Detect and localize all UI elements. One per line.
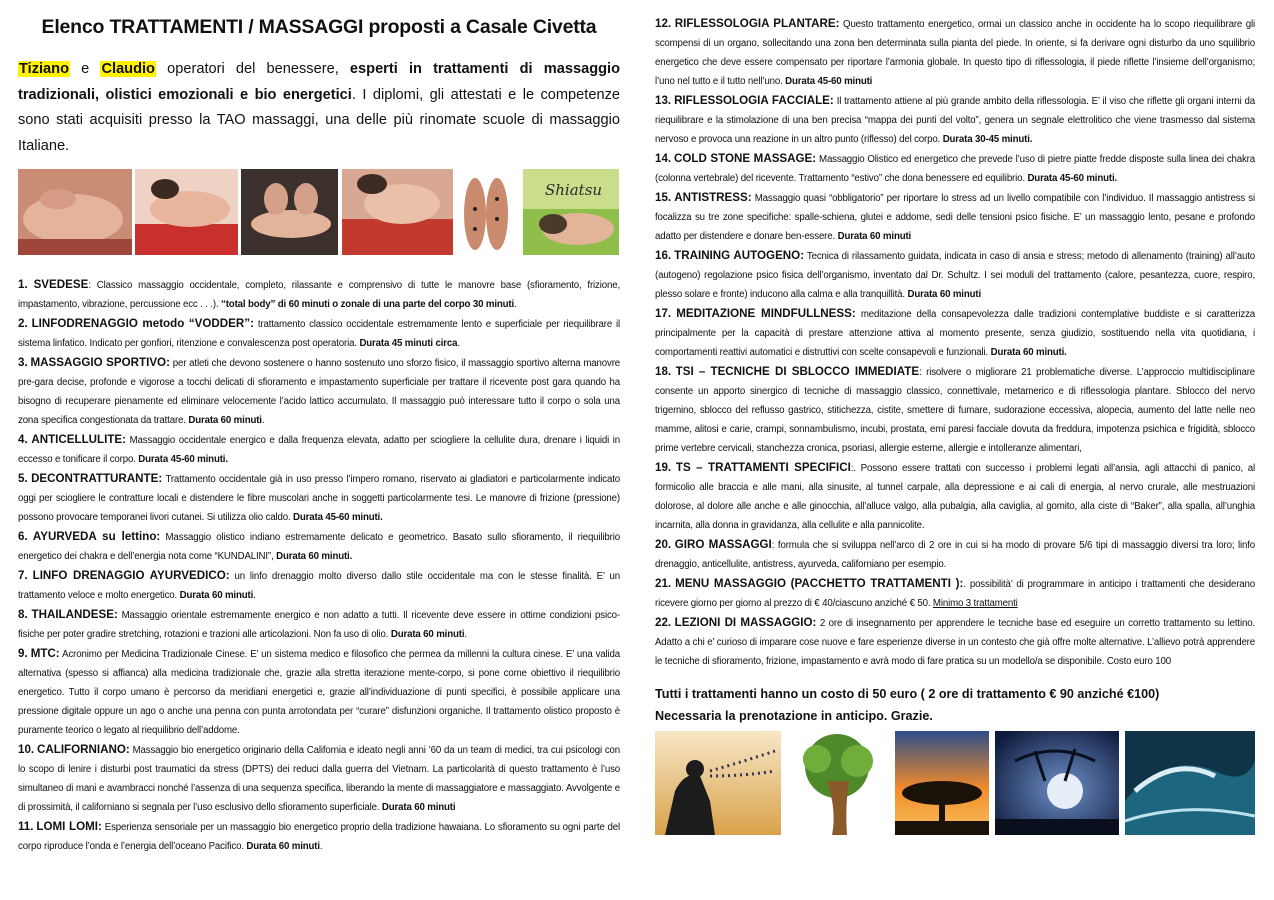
treatment-duration: Durata 60 minuti. <box>990 347 1067 358</box>
tree-woman-photo <box>787 731 887 835</box>
treatment-tail: . <box>253 590 256 601</box>
treatment-tail: . <box>261 415 265 426</box>
treatment-description: trattamento classico occidentale estremamente lento e superficiale per riequilibrare il sistema linfatico. Indicato per gonfiori, ritenzione e convalescenza post operatoria. <box>18 319 620 349</box>
treatment-description: Esperienza sensoriale per un massaggio bio energetico proprio della tradizione hawaiana. Lo sfioramento su ogni parte del corpo riproduce l’onda e l’energia dell’oceano Pacifico. <box>18 822 621 852</box>
treatment-item <box>18 275 620 314</box>
hand-massage-photo <box>241 169 338 255</box>
treatment-duration: Durata 45-60 minuti <box>785 76 873 87</box>
treatment-duration: Durata 60 minuti <box>246 841 320 852</box>
treatment-item <box>655 535 1255 574</box>
shiatsu-logo-text: Shiatsu <box>545 181 603 199</box>
treatment-name: THAILANDESE: <box>31 608 118 621</box>
treatment-item <box>655 304 1255 362</box>
treatment-name: TSI – TECNICHE DI SBLOCCO IMMEDIATE <box>675 365 920 378</box>
treatment-number: 7. <box>18 569 28 582</box>
treatment-description: Massaggio olistico indiano estremamente delicato e geometrico. Basato sullo sfioramento, il riequilibrio energetico dei chakra e dell’energia nota come “KUNDALINI”, <box>18 532 620 562</box>
treatment-item <box>18 314 620 353</box>
treatment-number: 1. <box>18 278 28 291</box>
treatment-duration: Durata 60 minuti <box>188 415 262 426</box>
treatment-number: 16. <box>655 249 672 262</box>
intro-paragraph: Tiziano e Claudio operatori del benessere, esperti in trattamenti di massaggio tradizionali, olistici emozionali e bio energetici. I diplomi, gli attestati e le competenze sono stati acquisiti presso la TAO massaggi, una delle più rinomate scuole di massaggio Italiane. <box>18 61 621 154</box>
treatment-item <box>655 149 1255 188</box>
treatment-name: MENU MASSAGGIO (PACCHETTO TRATTAMENTI ): <box>675 577 964 590</box>
treatment-duration: Durata 45-60 minuti. <box>293 512 383 523</box>
treatment-tail: . <box>457 338 460 349</box>
treatment-number: 21. <box>655 577 672 590</box>
treatment-number: 3. <box>18 356 28 369</box>
treatment-description: . possibilità’ di programmare in anticipo i trattamenti che desiderano ricevere giorno per giorno al prezzo di € 40/ciascuno anziché € 50. <box>655 579 1255 609</box>
sunset-tree-photo <box>895 731 989 835</box>
treatment-number: 13. <box>655 94 672 107</box>
treatment-description: un linfo drenaggio molto diverso dallo stile occidentale ma con le stesse finalità. E’ un trattamento veloce e molto energetico. <box>18 571 620 601</box>
treatment-description: : risolvere o migliorare 21 problematiche diverse. L’approccio multidisciplinare consente un apporto sinergico di tecniche di massaggio classico, connettivale, metamerico e di riflessologia plantare. Sblocco del nervo trigemino, sblocco del reflusso gastrico, stitichezza, cistite, smettere di fumare, sudorazione eccessiva, alopecia, aumento del latte nelle neo mamme, alitosi e carie, crampi, sonnambulismo, incubi, prostata, emi paresi facciale dovuta da freddura, impotenza psichica e frigidità, sblocco prime vertebre cervicali, stanchezza cronica, psoriasi, allergie esterne, allergie e intolleranze alimentari, <box>655 367 1256 454</box>
ocean-wave-photo <box>1125 731 1255 835</box>
treatment-description: 2 ore di insegnamento per apprendere le tecniche base ed eseguire un corretto trattamento su lettino. Adatto a chi e’ curioso di imparare cose nuove e fare esperienze diverse in un contesto che già offre molte alternative. L’allievo potrà apprendere le tecniche di sfioramento, frizione, impastamento e avrà modo di fare pratica su un modello/a se disponibile. Costo euro 100 <box>655 618 1255 667</box>
left-column <box>18 10 620 856</box>
treatment-number: 12. <box>655 17 672 30</box>
treatment-name: MEDITAZIONE MINDFULLNESS: <box>676 307 856 320</box>
treatment-item <box>18 430 620 469</box>
lumbar-massage-photo <box>135 169 238 255</box>
treatment-item <box>655 14 1255 91</box>
treatment-name: CALIFORNIANO: <box>37 743 130 756</box>
treatment-number: 8. <box>18 608 28 621</box>
treatment-number: 2. <box>18 317 28 330</box>
treatment-number: 11. <box>18 820 34 833</box>
treatment-description: Questo trattamento energetico, ormai un classico anche in occidente ha lo scopo riequilibrare gli scompensi di un organo, sollecitando una zona ben determinata sulla pianta del piede. In oriente, si fa derivare ogni disturbo da uno squilibrio energetico che deve essere compensato per riportare l’armonia globale. In questo tipo di riflessologia, il piede riflette l’insieme dell’organismo; l’uno nel tutto e il tutto nell’uno. <box>655 19 1255 87</box>
treatment-number: 6. <box>18 530 28 543</box>
treatment-description: Tecnica di rilassamento guidata, indicata in caso di ansia e stress; metodo di allenamento (training) all’auto (autogeno) regolazione psico fisica dell’organismo, inventato dal Dr. Schultz. I sei moduli del trattamento (calore, pesantezza, cuore, respiro, plesso solare e fronte) inducono alla calma e alla tranquillità. <box>655 251 1255 300</box>
treatments-list-right <box>655 14 1255 671</box>
treatment-name: MASSAGGIO SPORTIVO: <box>30 356 170 369</box>
back-massage-photo <box>18 169 132 255</box>
treatment-name: LEZIONI DI MASSAGGIO: <box>674 616 817 629</box>
treatment-duration: Durata 45-60 minuti. <box>138 454 228 465</box>
treatment-duration: Durata 45-60 minuti. <box>1027 173 1118 184</box>
treatment-duration: Durata 60 minuti <box>390 629 465 640</box>
top-photo-strip <box>18 169 620 261</box>
treatment-duration: Durata 30-45 minuti. <box>942 134 1033 145</box>
operator-name-1: Tiziano <box>19 61 70 77</box>
treatment-number: 20. <box>655 538 672 551</box>
footer-notes <box>655 683 1255 727</box>
right-column <box>655 14 1255 837</box>
treatment-name: ANTICELLULITE: <box>31 433 126 446</box>
moon-tree-photo <box>995 731 1119 835</box>
intro-bold: esperti in trattamenti di massaggio tradizionali, olistici emozionali e bio energetici <box>18 61 621 103</box>
treatment-item <box>18 605 620 644</box>
treatment-duration: Durata 60 minuti <box>381 802 456 813</box>
treatment-number: 22. <box>655 616 672 629</box>
treatment-name: RIFLESSOLOGIA FACCIALE: <box>674 94 834 107</box>
treatment-duration: Durata 60 minuti. <box>276 551 353 562</box>
treatment-name: SVEDESE <box>33 278 89 291</box>
treatment-tail: . <box>464 629 467 640</box>
treatment-duration: “total body” di 60 minuti o zonale di una parte del corpo 30 minuti <box>221 299 515 310</box>
treatment-duration: Durata 60 minuti <box>907 289 982 300</box>
treatment-description: :. Possono essere trattati con successo i problemi legati all’ansia, agli attacchi di panico, al formicolio alle braccia e alle mani, alla sinusite, al tunnel carpale, alla depressione e ai cali di energia, al nervo crurale, alle mestruazioni dolorose, al dolore alle anche e alle ginocchia, all’alluce valgo, alla pubalgia, alla caviglia, al gomito, alla ciste di “Baker”, alla spalla, all’unghia incarnita, alla donna in gravidanza, alla cellulite e alla pannicolite. <box>655 463 1256 531</box>
treatment-item <box>655 574 1255 613</box>
treatment-name: LINFO DRENAGGIO AYURVEDICO: <box>32 569 230 582</box>
treatment-description: Massaggio orientale estremamente energico e non adatto a tutti. Il ricevente deve essere in ottime condizioni psico-fisiche per poter gradire stretching, rotazioni e trazioni alle articolazioni. Non fa uso di olio. <box>18 610 620 640</box>
treatment-item <box>18 469 620 527</box>
treatment-tail: . <box>319 841 323 852</box>
treatment-duration: Durata 60 minuti <box>837 231 912 242</box>
treatment-minimum: Minimo 3 trattamenti <box>932 598 1018 609</box>
treatment-name: GIRO MASSAGGI <box>674 538 772 551</box>
treatment-description: meditazione della consapevolezza dalle tradizioni contemplative buddiste e si caratterizza principalmente per la capacità di prestare attenzione attiva al momento presente, senza giudizio, sostituendo nella vita quotidiana, i comportamenti reattivi automatici e distruttivi con scelte consapevoli e funzionali. <box>655 309 1256 358</box>
shoulder-massage-photo <box>342 169 453 255</box>
treatment-tail: . <box>514 299 517 310</box>
treatment-item <box>18 566 620 605</box>
treatment-number: 15. <box>655 191 672 204</box>
treatment-number: 18. <box>655 365 672 378</box>
treatment-name: DECONTRATTURANTE: <box>31 472 163 485</box>
treatment-description: per atleti che devono sostenere o hanno sostenuto uno sforzo fisico, il massaggio sportivo alterna manovre pre-gara decise, profonde e vigorose a tocchi delicati di sfioramento e impastamento superficiale per trattare il ricevente post gara quando ha bisogno di recuperare pienamente ed eliminare velocemente l’acido lattico accumulato. Il massaggio può interessare tutto il corpo o sola una zona specifica congestionata da trattare. <box>18 358 621 426</box>
treatment-name: ANTISTRESS: <box>674 191 752 204</box>
treatment-item <box>18 353 620 430</box>
treatment-number: 14. <box>655 152 672 165</box>
reflexology-feet-photo <box>460 169 512 255</box>
treatment-description: Acronimo per Medicina Tradizionale Cinese. E’ un sistema medico e filosofico che permea da millenni la cultura cinese. E’ una valida alternativa (spesso si affianca) alla medicina tradizionale che, grazie alla stretta iterazione mente-corpo, si pone come obiettivo il riequilibrio energetico. Tutto il corpo umano è percorso da meridiani energetici e, grazie all’individuazione di punti specifici, è possibile applicare una pressione digitale oppure un ago o anche una penna con punta arrotondata per “curare” disfunzioni organiche. Il trattamento olistico proposto è puramente teorico o legato al riequilibrio dell’addome. <box>18 649 620 736</box>
treatment-number: 17. <box>655 307 672 320</box>
price-note: Tutti i trattamenti hanno un costo di 50 euro ( 2 ore di trattamento € 90 anziché €100) <box>655 687 1160 701</box>
treatment-number: 9. <box>18 647 28 660</box>
treatment-item <box>655 188 1255 246</box>
treatment-item <box>18 817 620 856</box>
treatment-duration: Durata 60 minuti <box>179 590 254 601</box>
thinker-statue-photo <box>655 731 781 835</box>
treatment-description: : Classico massaggio occidentale, completo, rilassante e comprensivo di tutte le manovre base (sfioramento, frizione, impastamento, vibrazione, percussione ecc . . .). <box>18 280 620 310</box>
treatment-item <box>18 644 620 740</box>
treatment-number: 5. <box>18 472 28 485</box>
treatment-name: TS – TRATTAMENTI SPECIFICI <box>675 461 851 474</box>
treatment-number: 10. <box>18 743 35 756</box>
page-title: Elenco TRATTAMENTI / MASSAGGI proposti a Casale Civetta <box>41 16 597 38</box>
treatment-item <box>655 246 1255 304</box>
treatment-item <box>655 91 1255 149</box>
treatments-list-left <box>18 275 620 856</box>
treatment-name: TRAINING AUTOGENO: <box>674 249 805 262</box>
treatment-number: 4. <box>18 433 28 446</box>
treatment-description: Massaggio bio energetico originario della California e ideato negli anni ’60 da un team di medici, tra cui psicologi con lo scopo di lenire i disturbi post traumatici da stress (DPTS) dei reduci dalla guerra del Vietnam. La particolarità di questo trattamento è l’uso simultaneo di mani e avambracci nonché l’assenza di una sequenza specifica, liberando la mente di massaggiatore e massaggiato. Avvolgente e di prossimità, il californiano si segnala per l’uso esclusivo dello sfioramento superficiale. <box>18 745 620 813</box>
treatment-number: 19. <box>655 461 672 474</box>
treatment-description: : formula che si sviluppa nell’arco di 2 ore in cui si ha modo di provare 5/6 tipi di massaggio diversi tra loro; linfo drenaggio, anticellulite, antistress, ayurveda, californiano per esempio. <box>655 540 1255 570</box>
treatment-description: Il trattamento attiene al più grande ambito della riflessologia. E’ il viso che riflette gli organi interni da riequilibrare e la stimolazione di una ben precisa “mappa dei punti del volto”, genera un segnale elettrolitico che viene trasmesso dal sistema nervoso e provoca una reazione in un altro punto (riflesso) del corpo. <box>655 96 1256 145</box>
treatment-description: Massaggio quasi “obbligatorio” per riportare lo stress ad un livello compatibile con l’individuo. Il massaggio antistress si focalizza su tre zone specifiche: spalle-schiena, glutei e addome, sedi delle tensioni psico fisiche. E’ un massaggio lento, pesane e profondo adatto per distendere e donare ben-essere. <box>655 193 1255 242</box>
treatment-item <box>655 613 1255 671</box>
bottom-photo-strip <box>655 731 1255 837</box>
treatment-item <box>18 527 620 566</box>
treatment-description: Massaggio occidentale energico e dalla frequenza elevata, adatto per sciogliere la cellulite dura, drenare i liquidi in eccesso e tonificare il corpo. <box>18 435 620 465</box>
treatment-name: RIFLESSOLOGIA PLANTARE: <box>674 17 840 30</box>
treatment-item <box>655 458 1255 535</box>
treatment-description: Massaggio Olistico ed energetico che prevede l’uso di pietre piatte fredde disposte sulla linea dei chakra (colonna vertebrale) del ricevente. Trattamento “estivo” che dona benessere ed equilibrio. <box>655 154 1255 184</box>
treatment-name: LINFODRENAGGIO metodo “VODDER”: <box>31 317 254 330</box>
booking-note: Necessaria la prenotazione in anticipo. Grazie. <box>655 709 933 723</box>
shiatsu-photo <box>523 169 619 255</box>
treatment-name: COLD STONE MASSAGE: <box>674 152 817 165</box>
operator-name-2: Claudio <box>101 61 155 77</box>
treatment-item <box>18 740 620 817</box>
treatment-item <box>655 362 1255 458</box>
treatment-name: LOMI LOMI: <box>36 820 102 833</box>
treatment-duration: Durata 45 minuti circa <box>359 338 458 349</box>
treatment-description: Trattamento occidentale già in uso presso l’impero romano, riservato ai gladiatori e particolarmente indicato oggi per sciogliere le contratture locali e distendere le fibre muscolari anche in soggetti particolarmente tesi. Le manovre di frizione (pressione) possono provocare temporanei livori cutanei. Si utilizza olio caldo. <box>18 474 621 523</box>
treatment-name: MTC: <box>30 647 60 660</box>
treatment-name: AYURVEDA su lettino: <box>32 530 161 543</box>
